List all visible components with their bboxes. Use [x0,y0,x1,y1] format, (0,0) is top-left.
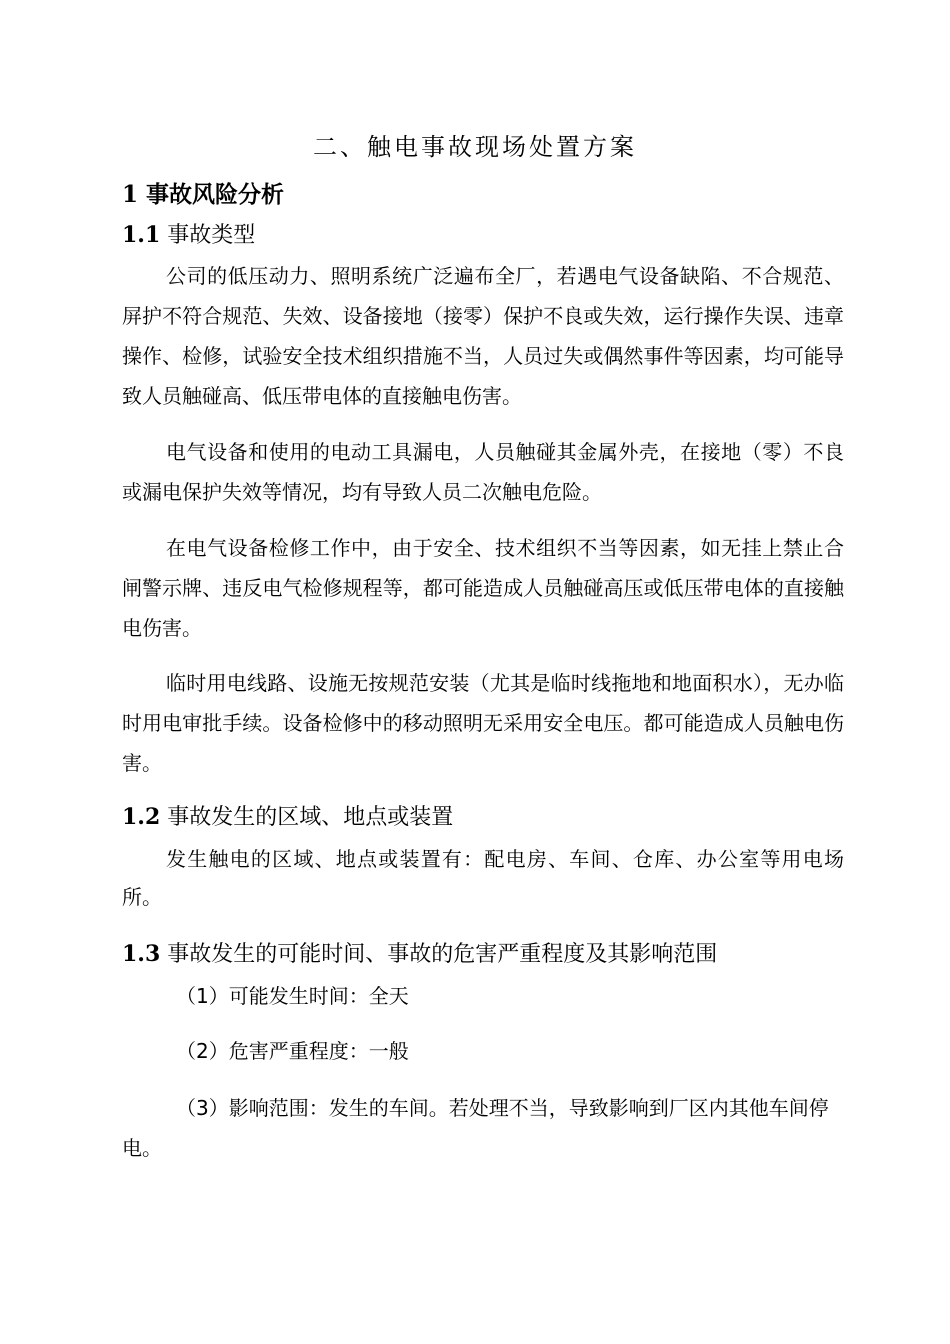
section-1-2-heading [122,800,453,835]
section-1-3-item-2: （2）危害严重程度：一般 [176,1039,409,1063]
section-1-3-number: 1.3 [122,941,161,967]
section-1-2-paragraph: 发生触电的区域、地点或装置有：配电房、车间、仓库、办公室等用电场所。 [122,847,844,909]
section-1-1-paragraph-2: 电气设备和使用的电动工具漏电，人员触碰其金属外壳，在接地（零）不良或漏电保护失效等情况，均有导致人员二次触电危险。 [122,440,844,504]
section-1-3-item-1: （1）可能发生时间：全天 [176,984,409,1008]
section-1-3-title: 事故发生的可能时间、事故的危害严重程度及其影响范围 [160,942,718,967]
section-1-1-paragraph-3: 在电气设备检修工作中，由于安全、技术组织不当等因素，如无挂上禁止合闸警示牌、违反电气检修规程等，都可能造成人员触碰高压或低压带电体的直接触电伤害。 [122,536,844,640]
section-1-2-number: 1.2 [122,804,161,830]
document-title: 二、触电事故现场处置方案 [313,133,637,161]
section-1-1-number: 1.1 [122,222,161,248]
section-1-1-paragraph-4: 临时用电线路、设施无按规范安装（尤其是临时线拖地和地面积水），无办临时用电审批手续。设备检修中的移动照明无采用安全电压。都可能造成人员触电伤害。 [122,671,844,775]
section-1-1-paragraph-1: 公司的低压动力、照明系统广泛遍布全厂，若遇电气设备缺陷、不合规范、屏护不符合规范、失效、设备接地（接零）保护不良或失效，运行操作失误、违章操作、检修，试验安全技术组织措施不当，人员过失或偶然事件等因素，均可能导致人员触碰高、低压带电体的直接触电伤害。 [122,264,844,408]
section-1-3-item-3: （3）影响范围：发生的车间。若处理不当，导致影响到厂区内其他车间停电。 [122,1096,829,1160]
section-1-1-heading [122,218,255,253]
section-1-2-title: 事故发生的区域、地点或装置 [160,805,454,830]
section-1-heading: 1 事故风险分析 [122,181,285,208]
section-1-1-title: 事故类型 [160,223,256,248]
section-1-3-heading [122,937,717,972]
